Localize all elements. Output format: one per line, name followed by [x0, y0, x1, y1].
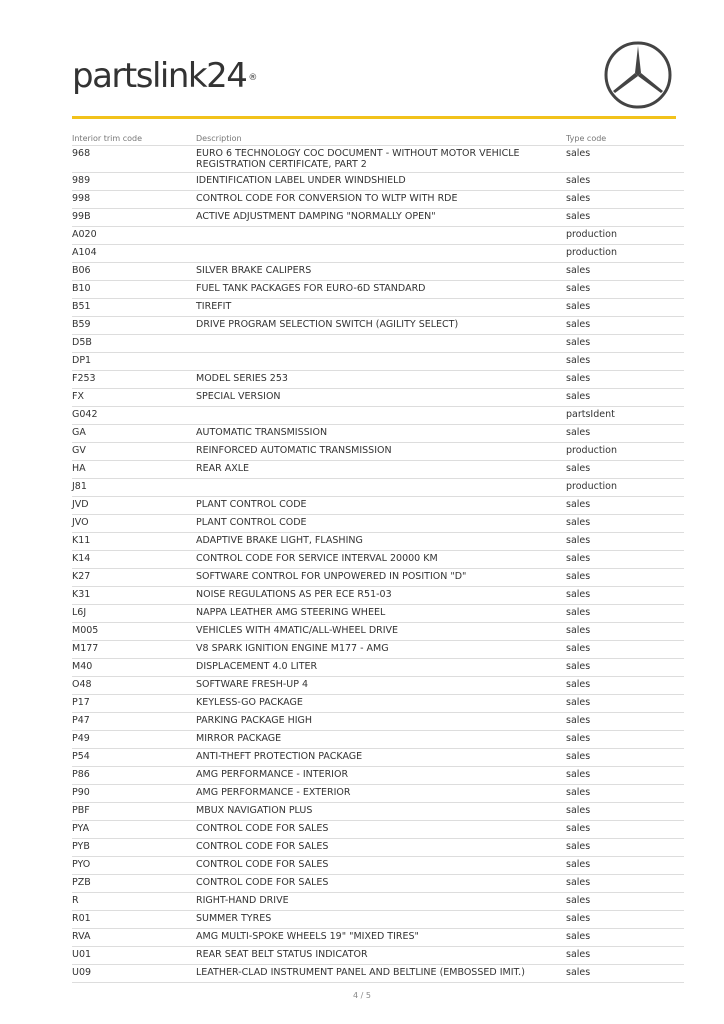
table-row: [72, 335, 684, 353]
cell-description: NOISE REGULATIONS AS PER ECE R51-03: [196, 587, 566, 605]
cell-code: P86: [72, 767, 196, 785]
cell-description: REINFORCED AUTOMATIC TRANSMISSION: [196, 443, 566, 461]
cell-code: K27: [72, 569, 196, 587]
cell-code: P90: [72, 785, 196, 803]
cell-description: SOFTWARE CONTROL FOR UNPOWERED IN POSITION "D": [196, 569, 566, 587]
table-row: [72, 695, 684, 713]
table-row: [72, 677, 684, 695]
cell-type-code: production: [566, 227, 684, 245]
cell-code: 968: [72, 146, 196, 173]
column-header-code: Interior trim code: [72, 131, 196, 146]
table-row: [72, 461, 684, 479]
cell-description: FUEL TANK PACKAGES FOR EURO-6D STANDARD: [196, 281, 566, 299]
table-row: [72, 875, 684, 893]
cell-description: V8 SPARK IGNITION ENGINE M177 - AMG: [196, 641, 566, 659]
cell-code: B06: [72, 263, 196, 281]
table-row: [72, 146, 684, 173]
page-header: [0, 0, 724, 120]
cell-code: PBF: [72, 803, 196, 821]
table-row: [72, 605, 684, 623]
table-row: [72, 191, 684, 209]
cell-description: RIGHT-HAND DRIVE: [196, 893, 566, 911]
cell-type-code: sales: [566, 173, 684, 191]
table-row: [72, 299, 684, 317]
cell-type-code: sales: [566, 299, 684, 317]
cell-code: K31: [72, 587, 196, 605]
cell-description: MBUX NAVIGATION PLUS: [196, 803, 566, 821]
cell-type-code: sales: [566, 695, 684, 713]
cell-code: K14: [72, 551, 196, 569]
cell-description: MIRROR PACKAGE: [196, 731, 566, 749]
cell-code: P49: [72, 731, 196, 749]
cell-type-code: sales: [566, 911, 684, 929]
cell-description: PLANT CONTROL CODE: [196, 497, 566, 515]
cell-code: A104: [72, 245, 196, 263]
cell-description: IDENTIFICATION LABEL UNDER WINDSHIELD: [196, 173, 566, 191]
table-body: [72, 146, 684, 983]
table-row: [72, 947, 684, 965]
cell-type-code: sales: [566, 335, 684, 353]
cell-code: DP1: [72, 353, 196, 371]
table-row: [72, 929, 684, 947]
cell-code: U09: [72, 965, 196, 983]
cell-code: O48: [72, 677, 196, 695]
cell-description: [196, 245, 566, 263]
table-row: [72, 425, 684, 443]
cell-type-code: production: [566, 479, 684, 497]
cell-type-code: sales: [566, 785, 684, 803]
table-row: [72, 479, 684, 497]
cell-description: VEHICLES WITH 4MATIC/ALL-WHEEL DRIVE: [196, 623, 566, 641]
cell-description: SUMMER TYRES: [196, 911, 566, 929]
cell-code: 998: [72, 191, 196, 209]
cell-code: FX: [72, 389, 196, 407]
page-indicator: 4 / 5: [353, 991, 371, 1000]
table-row: [72, 587, 684, 605]
cell-type-code: sales: [566, 587, 684, 605]
cell-type-code: sales: [566, 803, 684, 821]
cell-code: PZB: [72, 875, 196, 893]
cell-type-code: sales: [566, 317, 684, 335]
cell-type-code: sales: [566, 605, 684, 623]
cell-code: GV: [72, 443, 196, 461]
cell-type-code: sales: [566, 263, 684, 281]
cell-description: CONTROL CODE FOR CONVERSION TO WLTP WITH RDE: [196, 191, 566, 209]
cell-code: M005: [72, 623, 196, 641]
cell-type-code: sales: [566, 191, 684, 209]
cell-type-code: sales: [566, 677, 684, 695]
table-row: [72, 281, 684, 299]
table-row: [72, 533, 684, 551]
cell-description: ANTI-THEFT PROTECTION PACKAGE: [196, 749, 566, 767]
cell-description: DISPLACEMENT 4.0 LITER: [196, 659, 566, 677]
cell-description: CONTROL CODE FOR SALES: [196, 875, 566, 893]
partslink24-logo: [72, 56, 272, 106]
cell-type-code: sales: [566, 497, 684, 515]
cell-type-code: sales: [566, 209, 684, 227]
cell-code: A020: [72, 227, 196, 245]
table-row: [72, 497, 684, 515]
table-row: [72, 965, 684, 983]
cell-type-code: partsIdent: [566, 407, 684, 425]
cell-code: JVD: [72, 497, 196, 515]
cell-type-code: sales: [566, 281, 684, 299]
cell-type-code: sales: [566, 947, 684, 965]
cell-type-code: sales: [566, 641, 684, 659]
table-row: [72, 803, 684, 821]
cell-type-code: sales: [566, 875, 684, 893]
cell-code: 99B: [72, 209, 196, 227]
column-header-description: Description: [196, 131, 566, 146]
table-row: [72, 389, 684, 407]
cell-description: PARKING PACKAGE HIGH: [196, 713, 566, 731]
cell-description: EURO 6 TECHNOLOGY COC DOCUMENT - WITHOUT MOTOR VEHICLE REGISTRATION CERTIFICATE, PART 2: [196, 146, 566, 173]
cell-code: HA: [72, 461, 196, 479]
table-row: [72, 443, 684, 461]
table-row: [72, 371, 684, 389]
cell-code: U01: [72, 947, 196, 965]
cell-type-code: sales: [566, 551, 684, 569]
cell-type-code: sales: [566, 461, 684, 479]
table-row: [72, 713, 684, 731]
column-header-type: Type code: [566, 131, 684, 146]
table-row: [72, 569, 684, 587]
cell-description: [196, 479, 566, 497]
cell-description: [196, 227, 566, 245]
cell-code: R: [72, 893, 196, 911]
cell-type-code: sales: [566, 146, 684, 173]
cell-description: REAR SEAT BELT STATUS INDICATOR: [196, 947, 566, 965]
cell-code: P17: [72, 695, 196, 713]
cell-code: K11: [72, 533, 196, 551]
table-row: [72, 641, 684, 659]
table-row: [72, 857, 684, 875]
cell-type-code: sales: [566, 569, 684, 587]
cell-code: PYB: [72, 839, 196, 857]
cell-description: AMG PERFORMANCE - EXTERIOR: [196, 785, 566, 803]
table-row: [72, 173, 684, 191]
cell-type-code: sales: [566, 749, 684, 767]
cell-type-code: sales: [566, 767, 684, 785]
cell-description: KEYLESS-GO PACKAGE: [196, 695, 566, 713]
cell-code: B51: [72, 299, 196, 317]
table-row: [72, 749, 684, 767]
cell-code: P54: [72, 749, 196, 767]
cell-description: SOFTWARE FRESH-UP 4: [196, 677, 566, 695]
cell-description: AMG MULTI-SPOKE WHEELS 19" "MIXED TIRES": [196, 929, 566, 947]
cell-description: PLANT CONTROL CODE: [196, 515, 566, 533]
cell-code: P47: [72, 713, 196, 731]
cell-code: PYO: [72, 857, 196, 875]
cell-code: B59: [72, 317, 196, 335]
mercedes-star-icon: [603, 40, 673, 110]
cell-code: L6J: [72, 605, 196, 623]
cell-description: SILVER BRAKE CALIPERS: [196, 263, 566, 281]
table-row: [72, 767, 684, 785]
cell-description: AUTOMATIC TRANSMISSION: [196, 425, 566, 443]
cell-description: [196, 353, 566, 371]
cell-code: RVA: [72, 929, 196, 947]
cell-code: D5B: [72, 335, 196, 353]
cell-type-code: sales: [566, 659, 684, 677]
table-row: [72, 227, 684, 245]
cell-type-code: sales: [566, 353, 684, 371]
cell-description: CONTROL CODE FOR SALES: [196, 821, 566, 839]
cell-type-code: sales: [566, 515, 684, 533]
table-row: [72, 551, 684, 569]
table-row: [72, 407, 684, 425]
cell-description: CONTROL CODE FOR SERVICE INTERVAL 20000 KM: [196, 551, 566, 569]
table-row: [72, 623, 684, 641]
cell-description: SPECIAL VERSION: [196, 389, 566, 407]
cell-description: MODEL SERIES 253: [196, 371, 566, 389]
table-row: [72, 893, 684, 911]
cell-type-code: sales: [566, 713, 684, 731]
cell-code: R01: [72, 911, 196, 929]
cell-type-code: sales: [566, 929, 684, 947]
cell-description: [196, 335, 566, 353]
table-row: [72, 659, 684, 677]
cell-description: ADAPTIVE BRAKE LIGHT, FLASHING: [196, 533, 566, 551]
cell-code: G042: [72, 407, 196, 425]
table-row: [72, 353, 684, 371]
cell-code: M40: [72, 659, 196, 677]
cell-code: PYA: [72, 821, 196, 839]
cell-code: 989: [72, 173, 196, 191]
header-divider: [72, 116, 676, 119]
table-row: [72, 821, 684, 839]
cell-description: REAR AXLE: [196, 461, 566, 479]
table-row: [72, 911, 684, 929]
cell-type-code: sales: [566, 425, 684, 443]
cell-code: B10: [72, 281, 196, 299]
cell-type-code: sales: [566, 893, 684, 911]
cell-code: F253: [72, 371, 196, 389]
cell-type-code: sales: [566, 965, 684, 983]
cell-description: CONTROL CODE FOR SALES: [196, 839, 566, 857]
cell-description: CONTROL CODE FOR SALES: [196, 857, 566, 875]
table-row: [72, 839, 684, 857]
cell-type-code: production: [566, 443, 684, 461]
table-row: [72, 209, 684, 227]
table-header-row: [72, 131, 684, 146]
cell-code: GA: [72, 425, 196, 443]
cell-description: TIREFIT: [196, 299, 566, 317]
cell-description: AMG PERFORMANCE - INTERIOR: [196, 767, 566, 785]
cell-type-code: sales: [566, 839, 684, 857]
table-row: [72, 515, 684, 533]
cell-type-code: sales: [566, 389, 684, 407]
cell-code: JVO: [72, 515, 196, 533]
cell-type-code: sales: [566, 371, 684, 389]
logo-registered-mark: ®: [248, 73, 256, 83]
cell-code: M177: [72, 641, 196, 659]
cell-type-code: sales: [566, 857, 684, 875]
cell-description: LEATHER-CLAD INSTRUMENT PANEL AND BELTLINE (EMBOSSED IMIT.): [196, 965, 566, 983]
logo-text: partslink24: [72, 56, 247, 96]
trim-code-table: [72, 131, 684, 983]
cell-description: ACTIVE ADJUSTMENT DAMPING "NORMALLY OPEN": [196, 209, 566, 227]
table-row: [72, 731, 684, 749]
cell-description: DRIVE PROGRAM SELECTION SWITCH (AGILITY SELECT): [196, 317, 566, 335]
cell-type-code: sales: [566, 821, 684, 839]
cell-description: NAPPA LEATHER AMG STEERING WHEEL: [196, 605, 566, 623]
cell-code: J81: [72, 479, 196, 497]
table-row: [72, 245, 684, 263]
table-row: [72, 317, 684, 335]
table-row: [72, 263, 684, 281]
cell-type-code: sales: [566, 731, 684, 749]
cell-type-code: sales: [566, 533, 684, 551]
table-row: [72, 785, 684, 803]
cell-type-code: sales: [566, 623, 684, 641]
cell-type-code: production: [566, 245, 684, 263]
cell-description: [196, 407, 566, 425]
